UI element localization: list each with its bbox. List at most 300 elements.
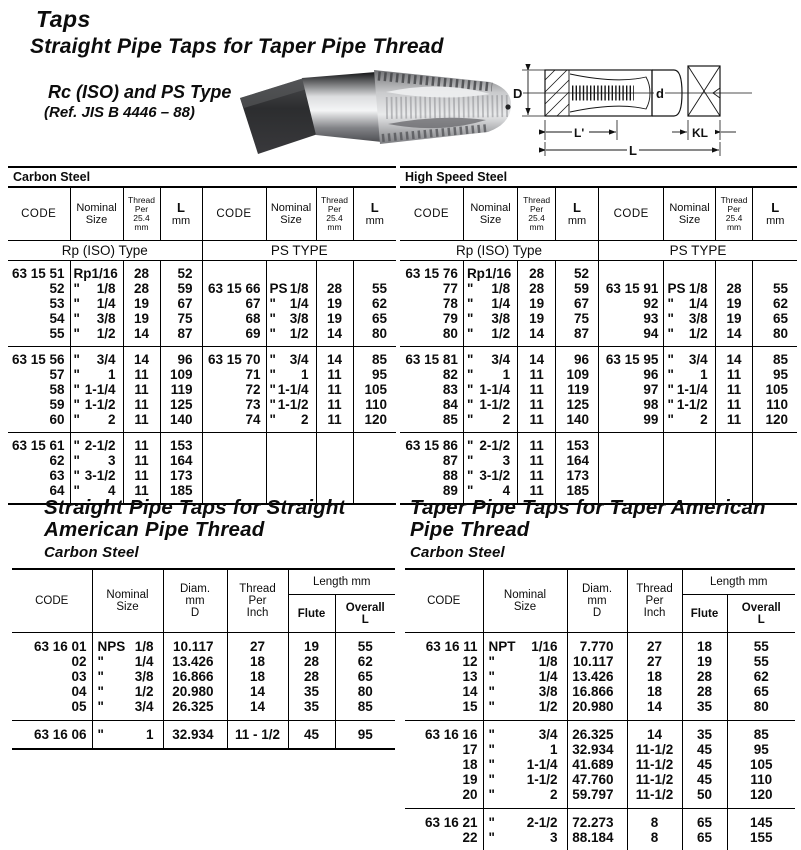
tpi-cell: 18 xyxy=(627,684,682,699)
diam-cell: 88.184 xyxy=(567,830,627,850)
code-cell: 20 xyxy=(462,787,478,802)
size-cell: " 1/2 xyxy=(483,699,567,721)
flute-cell: 28 xyxy=(682,669,727,684)
dim-label-d: d xyxy=(656,86,664,101)
flute-cell: 18 xyxy=(682,633,727,655)
code-cell xyxy=(598,468,663,483)
code-cell: 64 xyxy=(49,483,65,498)
tpi-cell: 11 xyxy=(123,483,160,504)
table-row xyxy=(8,367,396,382)
tpi-cell: 27 xyxy=(227,633,288,655)
tpi-cell: 11 xyxy=(518,367,556,382)
table-row xyxy=(8,412,396,433)
table-row xyxy=(12,633,395,655)
size-cell: " 3/4 xyxy=(266,347,316,368)
table-row xyxy=(400,311,797,326)
tpi-cell: 11 xyxy=(123,397,160,412)
diam-cell: 32.934 xyxy=(163,721,227,750)
tpi-cell: 11 xyxy=(123,468,160,483)
section-title-line: Straight Pipe Taps for Straight xyxy=(44,496,346,519)
tpi-cell: 19 xyxy=(123,296,160,311)
tpi-cell: 28 xyxy=(123,281,160,296)
size-cell: " 2-1/2 xyxy=(70,433,123,454)
code-cell: 63 15 66 xyxy=(202,281,266,296)
l-cell xyxy=(753,453,797,468)
diam-cell: 7.770 xyxy=(567,633,627,655)
l-cell: 164 xyxy=(160,453,202,468)
tpi-cell: 18 xyxy=(227,669,288,684)
l-cell: 80 xyxy=(753,326,797,347)
code-cell: 63 15 86 xyxy=(405,438,458,453)
table-row xyxy=(400,433,797,454)
code-cell: 12 xyxy=(462,654,478,669)
table-row xyxy=(400,281,797,296)
code-cell: 19 xyxy=(462,772,478,787)
code-cell: 63 16 01 xyxy=(33,639,87,654)
code-cell xyxy=(202,453,266,468)
table-row xyxy=(8,382,396,397)
l-mm-header: L mm xyxy=(353,188,396,241)
table-row xyxy=(405,742,795,757)
tpi-cell: 11 - 1/2 xyxy=(227,721,288,750)
l-cell: 95 xyxy=(353,367,396,382)
npt-table xyxy=(405,568,795,850)
code-header: CODE xyxy=(400,188,463,241)
tpi-cell: 14 xyxy=(518,326,556,347)
code-cell: 02 xyxy=(71,654,87,669)
size-cell: " 2 xyxy=(483,787,567,809)
size-cell: " 1-1/2 xyxy=(70,397,123,412)
code-cell: 63 15 61 xyxy=(11,438,65,453)
flute-cell: 65 xyxy=(682,809,727,831)
table-row xyxy=(405,809,795,831)
size-cell: " 1 xyxy=(483,742,567,757)
size-cell: " 3 xyxy=(70,453,123,468)
l-cell: 140 xyxy=(556,412,599,433)
thread-per-header: Thread Per 25.4 mm xyxy=(715,188,753,241)
tpi-cell xyxy=(715,433,753,454)
nominal-size-header: Nominal Size xyxy=(266,188,316,241)
code-cell: 55 xyxy=(49,326,65,341)
flute-cell: 45 xyxy=(682,757,727,772)
size-cell: " 2-1/2 xyxy=(463,433,517,454)
l-cell: 52 xyxy=(160,261,202,282)
l-cell: 59 xyxy=(556,281,599,296)
code-cell: 60 xyxy=(49,412,65,427)
thread-per-header: Thread Per 25.4 mm xyxy=(316,188,353,241)
diam-cell: 32.934 xyxy=(567,742,627,757)
overall-cell: 65 xyxy=(727,684,795,699)
table-row xyxy=(400,347,797,368)
tpi-cell: 11 xyxy=(316,367,353,382)
size-cell: Rp 1/16 xyxy=(463,261,517,282)
dimension-diagram xyxy=(512,50,801,165)
table-row xyxy=(405,757,795,772)
tpi-cell: 11 xyxy=(715,382,753,397)
code-cell xyxy=(598,453,663,468)
l-cell: 105 xyxy=(753,382,797,397)
size-cell: Rp 1/16 xyxy=(70,261,123,282)
tap-photo xyxy=(236,62,526,162)
table-row xyxy=(405,699,795,721)
overall-cell: 120 xyxy=(727,787,795,809)
diam-cell: 13.426 xyxy=(567,669,627,684)
tpi-cell: 11 xyxy=(316,397,353,412)
tpi-cell: 14 xyxy=(227,699,288,721)
nominal-size-header: Nominal Size xyxy=(664,188,715,241)
size-cell: " 1 xyxy=(92,721,163,750)
table-row xyxy=(12,684,395,699)
code-cell: 74 xyxy=(202,412,266,433)
l-cell: 96 xyxy=(556,347,599,368)
code-cell: 63 15 70 xyxy=(202,347,266,368)
table-row xyxy=(400,382,797,397)
size-cell: " 1-1/2 xyxy=(266,397,316,412)
size-cell: " 3/4 xyxy=(463,347,517,368)
tpi-cell: 14 xyxy=(627,699,682,721)
code-cell: 72 xyxy=(202,382,266,397)
flute-cell: 45 xyxy=(682,742,727,757)
code-cell xyxy=(598,261,663,282)
tpi-cell: 11 xyxy=(123,382,160,397)
table-row xyxy=(8,296,396,311)
l-cell: 55 xyxy=(753,281,797,296)
tpi-cell: 11 xyxy=(715,412,753,433)
overall-header: Overall L xyxy=(335,595,395,633)
code-cell: 84 xyxy=(442,397,458,412)
code-cell: 87 xyxy=(442,453,458,468)
type-label: Rc (ISO) and PS Type xyxy=(48,82,232,102)
size-cell: " 3/8 xyxy=(70,311,123,326)
tpi-cell: 11 xyxy=(123,412,160,433)
section-table xyxy=(405,570,795,850)
nps-section-title xyxy=(44,497,394,564)
tpi-cell xyxy=(316,433,353,454)
tpi-cell xyxy=(715,468,753,483)
flute-cell: 28 xyxy=(682,684,727,699)
l-mm-header: L mm xyxy=(753,188,797,241)
table-row xyxy=(8,311,396,326)
overall-cell: 65 xyxy=(335,669,395,684)
tpi-cell: 27 xyxy=(627,654,682,669)
diam-cell: 10.117 xyxy=(567,654,627,669)
tpi-cell: 19 xyxy=(123,311,160,326)
code-cell: 54 xyxy=(49,311,65,326)
steel-table xyxy=(8,188,396,505)
table-row xyxy=(400,296,797,311)
size-cell xyxy=(664,261,715,282)
code-cell: 99 xyxy=(598,412,663,433)
code-cell: 73 xyxy=(202,397,266,412)
tpi-cell: 11 xyxy=(518,468,556,483)
size-cell: " 4 xyxy=(70,483,123,504)
size-cell: " 1/4 xyxy=(92,654,163,669)
code-cell: 18 xyxy=(462,757,478,772)
tpi-cell: 11 xyxy=(316,412,353,433)
l-cell: 75 xyxy=(160,311,202,326)
l-cell: 110 xyxy=(353,397,396,412)
size-cell: " 1-1/4 xyxy=(266,382,316,397)
l-cell: 153 xyxy=(556,433,599,454)
table-row xyxy=(400,261,797,282)
tpi-cell: 28 xyxy=(123,261,160,282)
code-cell: 88 xyxy=(442,468,458,483)
code-cell: 63 15 76 xyxy=(405,266,458,281)
code-cell: 77 xyxy=(442,281,458,296)
size-cell: " 2 xyxy=(70,412,123,433)
size-cell: " 3/4 xyxy=(92,699,163,721)
l-cell: 65 xyxy=(753,311,797,326)
flute-cell: 50 xyxy=(682,787,727,809)
table-row xyxy=(8,468,396,483)
tpi-cell: 28 xyxy=(715,281,753,296)
size-cell: PS 1/8 xyxy=(664,281,715,296)
dim-label-D: D xyxy=(513,86,523,101)
table-row xyxy=(400,468,797,483)
thread-per-header: Thread Per 25.4 mm xyxy=(518,188,556,241)
tpi-cell: 27 xyxy=(627,633,682,655)
code-cell: 59 xyxy=(49,397,65,412)
l-mm-header: L mm xyxy=(160,188,202,241)
table-row xyxy=(405,721,795,743)
table-row xyxy=(8,281,396,296)
flute-cell: 35 xyxy=(288,684,335,699)
tpi-cell: 11-1/2 xyxy=(627,742,682,757)
flute-cell: 28 xyxy=(288,669,335,684)
left-type-header: Rp (ISO) Type xyxy=(8,241,202,261)
l-cell xyxy=(353,261,396,282)
table-row xyxy=(8,261,396,282)
right-type-header: PS TYPE xyxy=(202,241,396,261)
code-cell: 52 xyxy=(49,281,65,296)
code-cell xyxy=(598,433,663,454)
l-cell: 185 xyxy=(556,483,599,504)
tpi-cell: 14 xyxy=(227,684,288,699)
tpi-cell xyxy=(715,453,753,468)
left-type-header: Rp (ISO) Type xyxy=(400,241,598,261)
l-cell: 120 xyxy=(353,412,396,433)
size-cell: " 1/4 xyxy=(483,669,567,684)
diam-cell: 13.426 xyxy=(163,654,227,669)
tpi-cell: 19 xyxy=(316,296,353,311)
tpi-cell: 11 xyxy=(123,367,160,382)
table-row xyxy=(405,669,795,684)
size-cell: " 3/8 xyxy=(92,669,163,684)
size-cell xyxy=(266,468,316,483)
code-cell: 58 xyxy=(49,382,65,397)
size-cell: " 1/2 xyxy=(92,684,163,699)
dimension-diagram-image xyxy=(512,50,801,165)
l-cell: 67 xyxy=(556,296,599,311)
code-cell: 63 15 91 xyxy=(598,281,663,296)
code-cell: 63 15 56 xyxy=(11,352,65,367)
size-cell: " 2 xyxy=(266,412,316,433)
steel-table xyxy=(400,188,797,505)
tpi-cell xyxy=(316,453,353,468)
nominal-size-header: Nominal Size xyxy=(483,570,567,633)
overall-cell: 110 xyxy=(727,772,795,787)
tpi-cell: 11 xyxy=(518,397,556,412)
flute-cell: 45 xyxy=(288,721,335,750)
code-cell: 82 xyxy=(442,367,458,382)
size-cell: " 1/4 xyxy=(266,296,316,311)
size-cell xyxy=(664,433,715,454)
tpi-cell: 14 xyxy=(715,347,753,368)
table-row xyxy=(400,453,797,468)
code-cell: 63 15 81 xyxy=(405,352,458,367)
size-cell: NPT 1/16 xyxy=(483,633,567,655)
section-title-line: Taper Pipe Taps for Taper American xyxy=(410,496,766,519)
l-cell: 85 xyxy=(353,347,396,368)
code-cell: 15 xyxy=(462,699,478,714)
tpi-cell: 18 xyxy=(627,669,682,684)
overall-cell: 80 xyxy=(335,684,395,699)
thread-per-header: Thread Per 25.4 mm xyxy=(123,188,160,241)
tpi-cell: 14 xyxy=(123,326,160,347)
l-cell: 85 xyxy=(753,347,797,368)
table-row xyxy=(405,772,795,787)
size-cell: " 1 xyxy=(266,367,316,382)
code-cell: 63 15 95 xyxy=(598,347,663,368)
section-title-line: Pipe Thread xyxy=(410,518,530,541)
size-cell: " 1/4 xyxy=(70,296,123,311)
diam-cell: 59.797 xyxy=(567,787,627,809)
l-cell: 125 xyxy=(160,397,202,412)
l-cell: 75 xyxy=(556,311,599,326)
diam-header: Diam. mm D xyxy=(567,570,627,633)
overall-cell: 85 xyxy=(335,699,395,721)
size-cell: " 3/8 xyxy=(463,311,517,326)
tpi-cell: 8 xyxy=(627,809,682,831)
table-row xyxy=(405,654,795,669)
code-header: CODE xyxy=(8,188,70,241)
overall-cell: 85 xyxy=(727,721,795,743)
nominal-size-header: Nominal Size xyxy=(70,188,123,241)
flute-cell: 35 xyxy=(682,721,727,743)
code-cell: 97 xyxy=(598,382,663,397)
code-cell: 63 16 16 xyxy=(424,727,478,742)
l-cell: 109 xyxy=(556,367,599,382)
code-cell: 04 xyxy=(71,684,87,699)
tpi-cell: 14 xyxy=(627,721,682,743)
code-cell: 98 xyxy=(598,397,663,412)
l-cell: 109 xyxy=(160,367,202,382)
diam-cell: 72.273 xyxy=(567,809,627,831)
code-cell xyxy=(202,433,266,454)
overall-cell: 80 xyxy=(727,699,795,721)
size-cell: " 3-1/2 xyxy=(70,468,123,483)
flute-cell: 35 xyxy=(682,699,727,721)
size-cell: " 3 xyxy=(463,453,517,468)
tpi-cell: 14 xyxy=(715,326,753,347)
diam-cell: 41.689 xyxy=(567,757,627,772)
tpi-cell: 11 xyxy=(518,433,556,454)
size-cell: " 3-1/2 xyxy=(463,468,517,483)
size-cell: " 3/4 xyxy=(483,721,567,743)
l-cell: 96 xyxy=(160,347,202,368)
code-cell: 80 xyxy=(442,326,458,341)
table-row xyxy=(405,787,795,809)
page-title: Taps xyxy=(36,6,91,32)
size-cell: " 2 xyxy=(664,412,715,433)
size-cell: " 4 xyxy=(463,483,517,504)
l-cell: 164 xyxy=(556,453,599,468)
size-cell xyxy=(266,261,316,282)
size-cell xyxy=(664,468,715,483)
tpi-cell: 11 xyxy=(715,367,753,382)
l-cell: 173 xyxy=(556,468,599,483)
tpi-cell: 28 xyxy=(518,281,556,296)
tpi-cell: 8 xyxy=(627,830,682,850)
overall-cell: 155 xyxy=(727,830,795,850)
code-cell: 68 xyxy=(202,311,266,326)
size-cell: " 1-1/2 xyxy=(664,397,715,412)
code-cell: 63 15 51 xyxy=(11,266,65,281)
table-row xyxy=(400,397,797,412)
l-cell: 62 xyxy=(753,296,797,311)
size-cell: " 3/8 xyxy=(266,311,316,326)
size-cell: " 1-1/4 xyxy=(483,757,567,772)
diam-header: Diam. mm D xyxy=(163,570,227,633)
table-row xyxy=(8,347,396,368)
tpi-cell: 28 xyxy=(518,261,556,282)
size-cell: " 1-1/4 xyxy=(70,382,123,397)
l-cell: 119 xyxy=(160,382,202,397)
code-cell: 57 xyxy=(49,367,65,382)
code-cell: 63 16 21 xyxy=(424,815,478,830)
section-steel-label: Carbon Steel xyxy=(410,544,505,561)
tpi-cell: 11 xyxy=(518,412,556,433)
l-cell: 173 xyxy=(160,468,202,483)
l-mm-header: L mm xyxy=(556,188,599,241)
tpi-cell: 14 xyxy=(518,347,556,368)
code-cell: 63 16 06 xyxy=(33,727,87,742)
l-cell: 80 xyxy=(353,326,396,347)
table-row xyxy=(400,326,797,347)
tpi-cell: 11 xyxy=(715,397,753,412)
size-cell: " 1-1/2 xyxy=(483,772,567,787)
size-cell: " 3/8 xyxy=(483,684,567,699)
size-cell xyxy=(266,433,316,454)
l-cell: 67 xyxy=(160,296,202,311)
size-cell: " 1/2 xyxy=(463,326,517,347)
flute-cell: 19 xyxy=(288,633,335,655)
thread-per-inch-header: Thread Per Inch xyxy=(227,570,288,633)
size-cell: " 1/8 xyxy=(463,281,517,296)
flute-header: Flute xyxy=(682,595,727,633)
l-cell: 119 xyxy=(556,382,599,397)
code-cell: 89 xyxy=(442,483,458,498)
size-cell: " 1/4 xyxy=(664,296,715,311)
code-cell: 69 xyxy=(202,326,266,347)
table-row xyxy=(12,721,395,750)
overall-cell: 62 xyxy=(335,654,395,669)
code-header: CODE xyxy=(12,570,92,633)
code-cell: 13 xyxy=(462,669,478,684)
flute-header: Flute xyxy=(288,595,335,633)
overall-cell: 55 xyxy=(335,633,395,655)
code-cell: 14 xyxy=(462,684,478,699)
code-cell: 71 xyxy=(202,367,266,382)
size-cell: " 1 xyxy=(70,367,123,382)
l-cell xyxy=(753,433,797,454)
overall-cell: 62 xyxy=(727,669,795,684)
dim-label-L: L xyxy=(629,143,637,158)
l-cell: 120 xyxy=(753,412,797,433)
tpi-cell: 11 xyxy=(518,483,556,504)
l-cell: 55 xyxy=(353,281,396,296)
tpi-cell: 19 xyxy=(518,296,556,311)
